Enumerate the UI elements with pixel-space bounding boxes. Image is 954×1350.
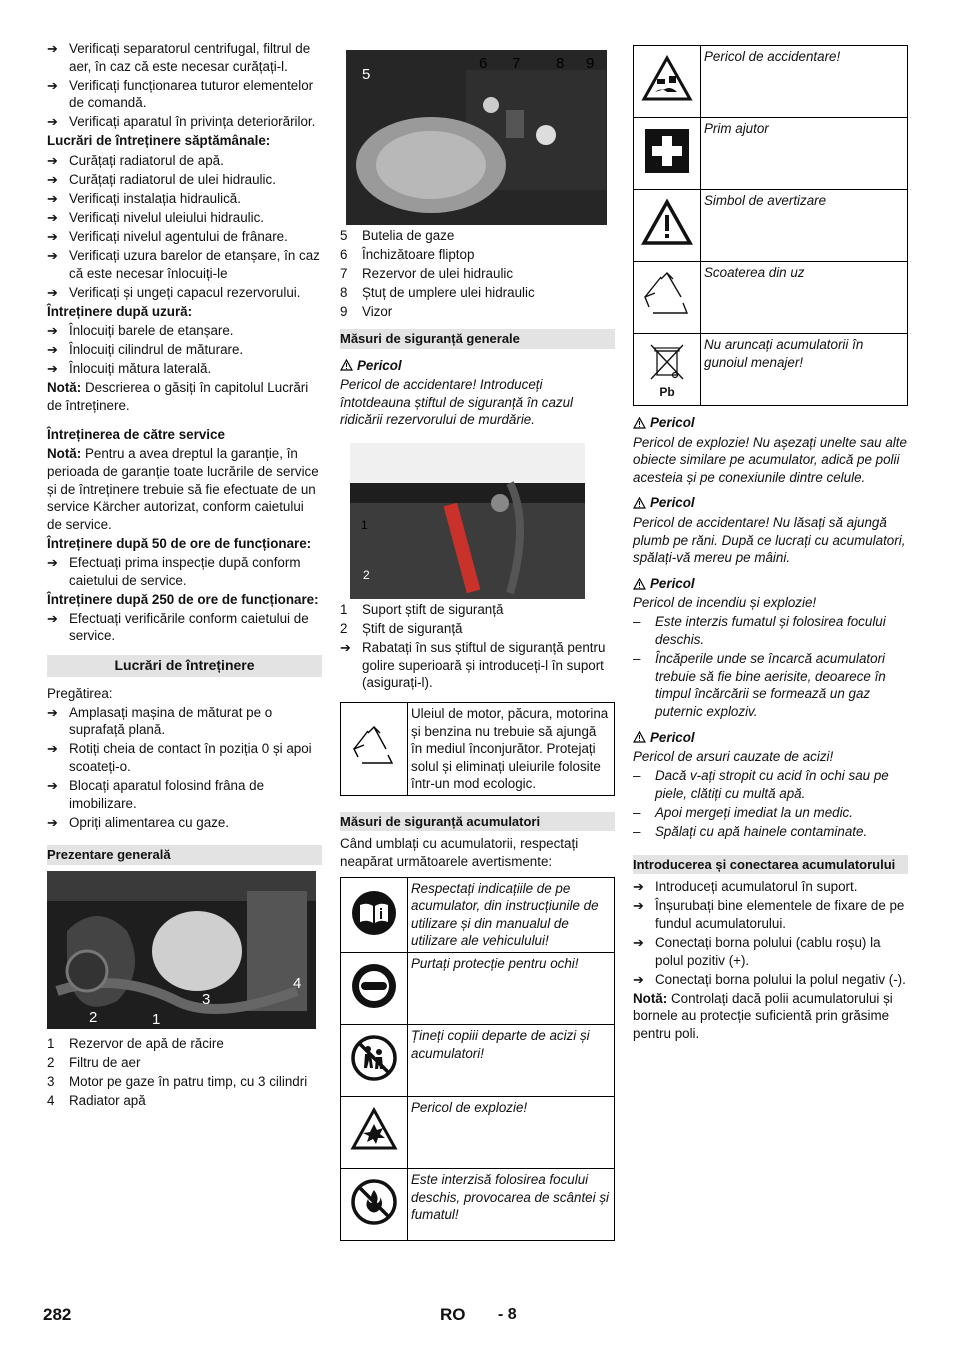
photo-label-3: 3 <box>202 990 211 1008</box>
list-item: ➔ Verificați aparatul în privința deteriorărilor. <box>47 114 316 130</box>
arrow-icon: ➔ <box>47 342 58 357</box>
list-item: ➔ Înșurubați bine elementele de fixare de pe fundul acumulatorului. <box>633 898 905 931</box>
list-item: ➔ Înlocuiți barele de etanșare. <box>47 322 234 338</box>
symbol-text: Țineți copiii departe de acizi și acumulatori! <box>408 1025 615 1097</box>
symbol-row <box>341 877 615 952</box>
arrow-icon: ➔ <box>47 77 58 93</box>
list-item: ➔ Efectuați verificările conform caietului de service. <box>47 610 309 644</box>
language-code: RO <box>440 1305 466 1324</box>
prep-list <box>47 704 322 832</box>
arrow-icon: ➔ <box>47 284 58 300</box>
sub-page: - 8 <box>498 1306 517 1323</box>
arrow-icon: ➔ <box>47 228 58 244</box>
symbol-row <box>634 262 908 334</box>
warning-triangle-icon <box>633 578 646 590</box>
danger-label: Pericol <box>633 575 908 593</box>
manual-icon <box>343 889 405 942</box>
tank-legend <box>340 227 615 321</box>
install-heading: Introducerea și conectarea acumulatorului <box>633 855 908 875</box>
legend-item: 5 Butelia de gaze <box>340 228 455 243</box>
photo2-label-1: 1 <box>361 517 368 532</box>
arrow-icon: ➔ <box>47 114 58 130</box>
arrow-icon: ➔ <box>47 778 58 794</box>
list-item: ➔ Introduceți acumulatorul în suport. <box>633 879 858 895</box>
fire-dash-list <box>633 613 908 720</box>
arrow-icon: ➔ <box>633 971 644 987</box>
list-item: ➔ Verificați separatorul centrifugal, filtrul de aer, în caz că este necesar curățați-l. <box>47 41 311 74</box>
list-item: ➔ Verificați și ungeți capacul rezervorului. <box>47 284 301 300</box>
arrow-icon: ➔ <box>47 741 58 757</box>
legend-item: 8 Ștuț de umplere ulei hidraulic <box>340 285 535 301</box>
wear-heading: Întreținere după uzură: <box>47 303 193 319</box>
danger-label: Pericol <box>340 357 615 375</box>
explosion-icon <box>343 1106 405 1159</box>
warning-triangle-icon <box>633 417 646 429</box>
battery-symbols-table <box>633 45 908 406</box>
prep-label: Pregătirea: <box>47 685 113 701</box>
legend-item: 9 Vizor <box>340 304 393 320</box>
pin-photo <box>350 443 585 599</box>
symbol-text: Simbol de avertizare <box>701 190 908 262</box>
dash-item: – Este interzis fumatul și folosirea focului deschis. <box>633 614 886 648</box>
arrow-icon: ➔ <box>47 190 58 206</box>
heading-50h: Întreținere după 50 de ore de funcționare: <box>47 535 312 551</box>
arrow-icon: ➔ <box>47 704 58 720</box>
symbol-text: Este interzisă folosirea focului deschis, provocarea de scântei și fumatul! <box>408 1169 615 1241</box>
service-heading: Întreținerea de către service <box>47 427 225 443</box>
no-bin-icon <box>636 341 698 386</box>
warning-triangle-icon <box>633 731 646 743</box>
dash-item: – Apoi mergeți imediat la un medic. <box>633 804 853 820</box>
photo-label-9: 9 <box>586 55 595 72</box>
legend-item: 2 Filtru de aer <box>47 1055 141 1071</box>
battery-safety-heading: Măsuri de siguranță acumulatori <box>340 812 615 832</box>
symbol-text: Scoaterea din uz <box>701 262 908 334</box>
list-item: ➔ Verificați funcționarea tuturor elementelor de comandă. <box>47 77 314 111</box>
warning-triangle-icon <box>633 497 646 509</box>
danger-text-4: Pericol de arsuri cauzate de acizi! <box>633 749 834 765</box>
recycle-icon <box>636 269 698 326</box>
lead-symbol-label: Pb <box>659 384 675 399</box>
weekly-list <box>47 152 322 302</box>
list-item: ➔ Blocați aparatul folosind frâna de imobilizare. <box>47 778 265 811</box>
engine-photo-graphic <box>47 871 316 1029</box>
list-item: ➔ Înlocuiți mătura laterală. <box>47 361 212 377</box>
note-poles: Notă: Controlați dacă polii acumulatorului și bornele au protecție suficientă prin grăsime pentru poli. <box>633 990 893 1041</box>
photo-label-2: 2 <box>89 1008 98 1026</box>
section-maintenance-works: Lucrări de întreținere <box>47 655 322 677</box>
arrow-icon: ➔ <box>47 41 58 56</box>
overview-heading: Prezentare generală <box>47 845 322 865</box>
symbol-text: Respectați indicațiile de pe acumulator, din instrucțiunile de utilizare și din manualul de utilizare ale vehiculului! <box>408 877 615 952</box>
list-item: ➔ Rotiți cheia de contact în poziția 0 și apoi scoateți-o. <box>47 741 312 774</box>
symbol-text: Pericol de accidentare! <box>701 46 908 118</box>
danger-text-2: Pericol de accidentare! Nu lăsați să ajungă plumb pe răni. După ce lucrați cu acumulatori, spălați-vă mereu pe mâini. <box>633 514 906 566</box>
dash-item: – Spălați cu apă hainele contaminate. <box>633 823 868 839</box>
note-description: Notă: Descrierea o găsiți în capitolul Lucrări de întreținere. <box>47 380 309 413</box>
list-item: ➔ Conectați borna polului la polul negativ (-). <box>633 971 906 987</box>
column-1 <box>47 40 322 1111</box>
acid-dash-list <box>633 767 908 840</box>
recycle-icon <box>350 723 398 771</box>
symbol-row <box>634 46 908 118</box>
danger-label: Pericol <box>633 414 908 432</box>
arrow-icon: ➔ <box>633 898 644 914</box>
symbol-text: Prim ajutor <box>701 118 908 190</box>
list-item: ➔ Opriți alimentarea cu gaze. <box>47 814 230 830</box>
list-item: ➔ Verificați uzura barelor de etanșare, în caz că este necesar înlocuiți-le <box>47 248 320 281</box>
arrow-icon: ➔ <box>47 209 58 225</box>
page-number: 282 <box>43 1305 72 1324</box>
heading-250h: Întreținere după 250 de ore de funcționare: <box>47 591 319 607</box>
list-item: ➔ Curățați radiatorul de apă. <box>47 152 224 168</box>
engine-legend <box>47 1035 322 1110</box>
symbol-text: Purtați protecție pentru ochi! <box>408 953 615 1025</box>
arrow-icon: ➔ <box>47 322 58 338</box>
photo-label-5: 5 <box>362 66 371 83</box>
pin-legend <box>340 601 615 638</box>
tank-photo-graphic <box>346 50 607 225</box>
arrow-icon: ➔ <box>633 879 644 895</box>
column-2 <box>340 40 615 1241</box>
legend-item: 6 Închizătoare fliptop <box>340 247 475 263</box>
legend-item: 7 Rezervor de ulei hidraulic <box>340 266 514 282</box>
symbol-row <box>634 190 908 262</box>
list-item: ➔ Conectați borna polului (cablu roșu) la polul pozitiv (+). <box>633 934 881 968</box>
list-item: ➔ Verificați nivelul uleiului hidraulic. <box>47 209 265 225</box>
oil-notice-table <box>340 702 615 796</box>
danger-text-1: Pericol de explozie! Nu așezați unelte sau alte obiecte similare pe acumulator, adică pe polii acesteia și pe conexiunile dintre celule. <box>633 434 907 485</box>
danger-text-3: Pericol de incendiu și explozie! <box>633 595 817 611</box>
symbol-row <box>341 1169 615 1241</box>
no-children-icon <box>343 1034 405 1087</box>
arrow-icon: ➔ <box>47 248 58 264</box>
photo-label-8: 8 <box>556 55 565 72</box>
column-3 <box>633 45 908 1044</box>
legend-item: 3 Motor pe gaze în patru timp, cu 3 cilindri <box>47 1074 308 1090</box>
list-item: ➔ Amplasați mașina de măturat pe o suprafață plană. <box>47 704 273 738</box>
no-fire-icon <box>343 1178 405 1231</box>
arrow-icon: ➔ <box>633 934 644 950</box>
arrow-icon: ➔ <box>47 152 58 168</box>
corrosion-icon <box>636 55 698 108</box>
general-safety-heading: Măsuri de siguranță generale <box>340 329 615 349</box>
symbol-row <box>341 1025 615 1097</box>
warning-triangle-icon <box>340 359 353 371</box>
symbol-text: Pericol de explozie! <box>408 1097 615 1169</box>
symbol-text: Nu aruncați acumulatorii în gunoiul menajer! <box>701 334 908 406</box>
list-item: ➔ Înlocuiți cilindrul de măturare. <box>47 342 244 357</box>
first-aid-icon <box>636 127 698 180</box>
tank-photo <box>346 50 607 225</box>
dash-item: – Încăperile unde se încarcă acumulatori trebuie să fie bine aerisite, deoarece în timpul încărcării se formează un gaz puternic exploziv. <box>633 651 886 719</box>
legend-item: 4 Radiator apă <box>47 1093 146 1109</box>
symbol-row <box>634 118 908 190</box>
arrow-icon: ➔ <box>47 361 58 377</box>
list-item: ➔ Verificați nivelul agentului de frânare. <box>47 228 288 244</box>
legend-item: 2 Știft de siguranță <box>340 621 463 637</box>
oil-notice-text: Uleiul de motor, păcura, motorina și benzina nu trebuie să ajungă în mediul înconjurător. Protejați solul și eliminați uleiurile folosite într-un mod ecologic. <box>408 702 615 795</box>
legend-item: 1 Rezervor de apă de răcire <box>47 1035 224 1051</box>
dash-item: – Dacă v-ați stropit cu acid în ochi sau pe piele, clătiți cu multă apă. <box>633 768 889 801</box>
arrow-icon: ➔ <box>47 171 58 187</box>
danger-label: Pericol <box>633 494 908 512</box>
battery-intro: Când umblați cu acumulatorii, respectați neapărat următoarele avertismente: <box>340 836 579 870</box>
goggles-icon <box>343 962 405 1015</box>
checklist-top <box>47 40 322 131</box>
battery-warnings-table <box>340 877 615 1241</box>
symbol-row <box>634 334 908 406</box>
symbol-row <box>341 953 615 1025</box>
photo2-label-2: 2 <box>363 567 370 582</box>
photo-label-1: 1 <box>152 1010 161 1028</box>
symbol-row <box>341 1097 615 1169</box>
list-item: ➔ Efectuați prima inspecție după conform caietului de service. <box>47 555 301 588</box>
list-item: ➔ Rabatați în sus știftul de siguranță pentru golire superioară și introduceți-l în suport (asigurați-l). <box>340 640 606 691</box>
weekly-heading: Lucrări de întreținere săptămânale: <box>47 133 271 149</box>
photo-label-6: 6 <box>479 55 488 72</box>
install-list <box>633 878 908 988</box>
arrow-icon: ➔ <box>47 814 58 830</box>
note-warranty: Notă: Pentru a avea dreptul la garanție, în perioada de garanție toate lucrările de service și de întreținere trebuie să fie efectuate de un service Kärcher autorizat, conform caietului de service. <box>47 446 319 532</box>
list-item: ➔ Verificați instalația hidraulică. <box>47 190 241 206</box>
wear-list <box>47 322 322 378</box>
photo-label-7: 7 <box>512 55 521 72</box>
danger-label: Pericol <box>633 729 908 747</box>
photo-label-4: 4 <box>293 974 302 992</box>
engine-photo <box>47 871 316 1029</box>
danger-text: Pericol de accidentare! Introduceți întotdeauna știftul de siguranță în cazul ridicării rezervorului de murdărie. <box>340 377 574 428</box>
list-item: ➔ Curățați radiatorul de ulei hidraulic. <box>47 171 276 187</box>
warning-icon <box>636 199 698 252</box>
legend-item: 1 Suport știft de siguranță <box>340 601 504 617</box>
pin-photo-graphic <box>350 443 585 599</box>
